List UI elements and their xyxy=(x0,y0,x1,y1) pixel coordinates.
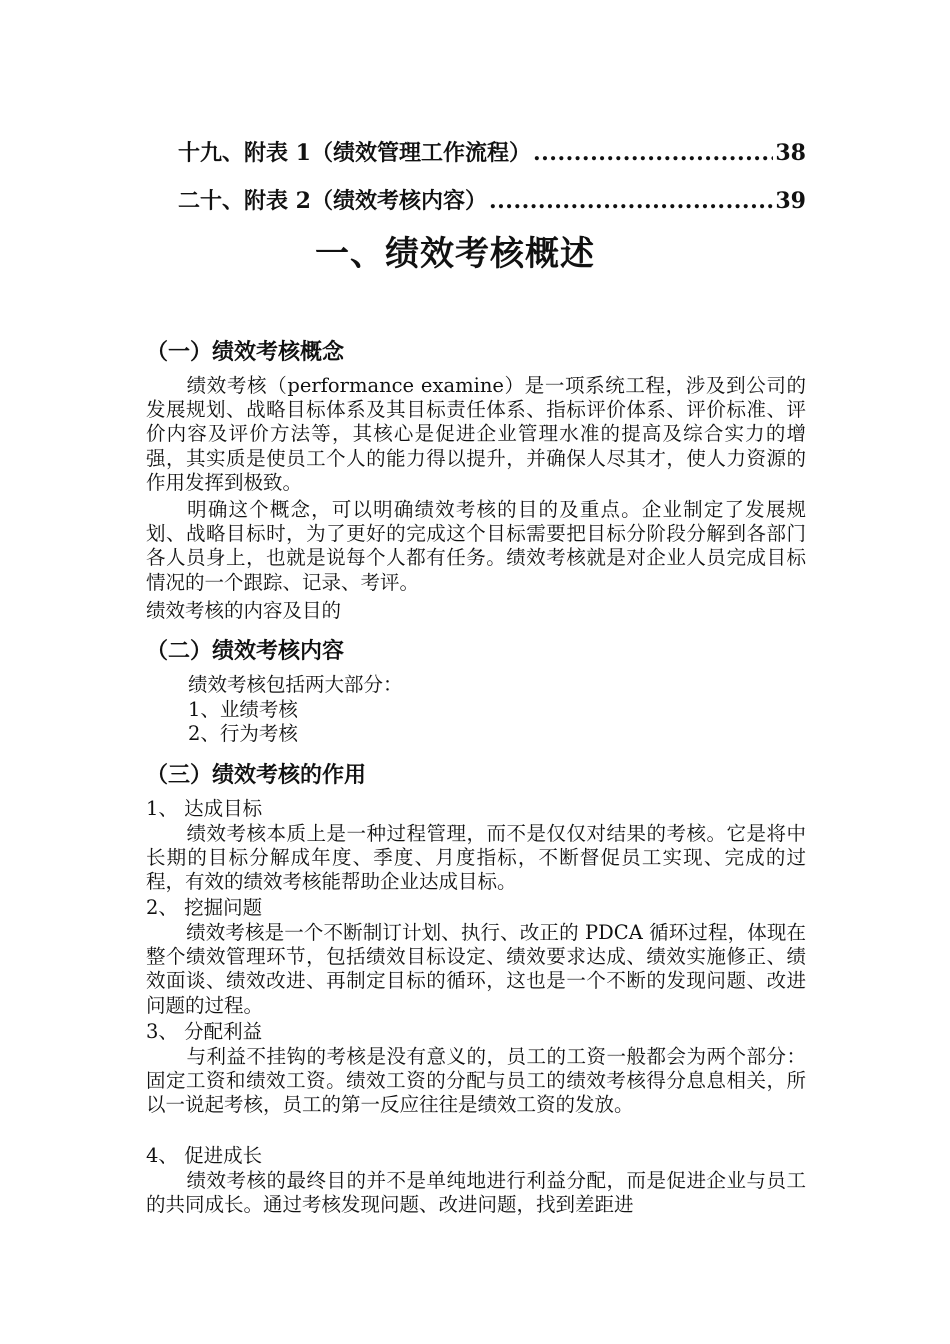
toc-entry[interactable] xyxy=(178,136,806,167)
toc-entry-label: 二十、附表 2（绩效考核内容） xyxy=(178,188,487,214)
paragraph-text: 明确这个概念，可以明确绩效考核的目的及重点。企业制定了发展规划、战略目标时，为了更好的完成这个目标需要把目标分阶段分解到各部门各人员身上，也就是说每个人都有任务。绩效考核就是对企业人员完成目标情况的一个跟踪、记录、考评。 xyxy=(146,498,806,594)
toc-entry-page: 38 xyxy=(775,140,806,166)
toc-leader-dots xyxy=(489,188,773,214)
list-item: 2、行为考核 xyxy=(188,722,298,745)
paragraph xyxy=(146,374,806,495)
toc-entry-label: 十九、附表 1（绩效管理工作流程） xyxy=(178,140,531,166)
toc-entry-page: 39 xyxy=(775,188,806,214)
paragraph xyxy=(146,1045,806,1118)
list-intro: 绩效考核包括两大部分： xyxy=(188,673,403,696)
chapter-title: 一、绩效考核概述 xyxy=(315,234,595,274)
section-heading: （二）绩效考核内容 xyxy=(146,638,345,664)
paragraph xyxy=(146,822,806,895)
item-title: 3、 分配利益 xyxy=(146,1020,263,1043)
toc-leader-dots xyxy=(533,140,773,166)
list-item: 1、业绩考核 xyxy=(188,698,298,721)
paragraph-text: 绩效考核（performance examine）是一项系统工程，涉及到公司的发展规划、战略目标体系及其目标责任体系、指标评价体系、评价标准、评价内容及评价方法等，其核心是促进企业管理水准的提高及综合实力的增强，其实质是使员工个人的能力得以提升，并确保人尽其才，使人力资源的作用发挥到极致。 xyxy=(146,374,806,494)
note-line: 绩效考核的内容及目的 xyxy=(146,599,342,622)
paragraph xyxy=(146,498,806,595)
paragraph-text: 绩效考核本质上是一种过程管理，而不是仅仅对结果的考核。它是将中长期的目标分解成年度、季度、月度指标，不断督促员工实现、完成的过程，有效的绩效考核能帮助企业达成目标。 xyxy=(146,822,806,894)
toc-entry[interactable] xyxy=(178,184,806,215)
item-title: 1、 达成目标 xyxy=(146,797,263,820)
item-title: 2、 挖掘问题 xyxy=(146,896,263,919)
paragraph-text: 与利益不挂钩的考核是没有意义的，员工的工资一般都会为两个部分：固定工资和绩效工资。绩效工资的分配与员工的绩效考核得分息息相关，所以一说起考核，员工的第一反应往往是绩效工资的发放。 xyxy=(146,1045,806,1117)
paragraph-text: 绩效考核是一个不断制订计划、执行、改正的 PDCA 循环过程，体现在整个绩效管理环节，包括绩效目标设定、绩效要求达成、绩效实施修正、绩效面谈、绩效改进、再制定目标的循环，这也是一个不断的发现问题、改进问题的过程。 xyxy=(146,921,806,1017)
paragraph xyxy=(146,921,806,1018)
paragraph-text: 绩效考核的最终目的并不是单纯地进行利益分配，而是促进企业与员工的共同成长。通过考核发现问题、改进问题，找到差距进 xyxy=(146,1169,806,1217)
section-heading: （一）绩效考核概念 xyxy=(146,339,345,365)
item-title: 4、 促进成长 xyxy=(146,1144,263,1167)
section-heading: （三）绩效考核的作用 xyxy=(146,762,367,788)
paragraph xyxy=(146,1169,806,1217)
